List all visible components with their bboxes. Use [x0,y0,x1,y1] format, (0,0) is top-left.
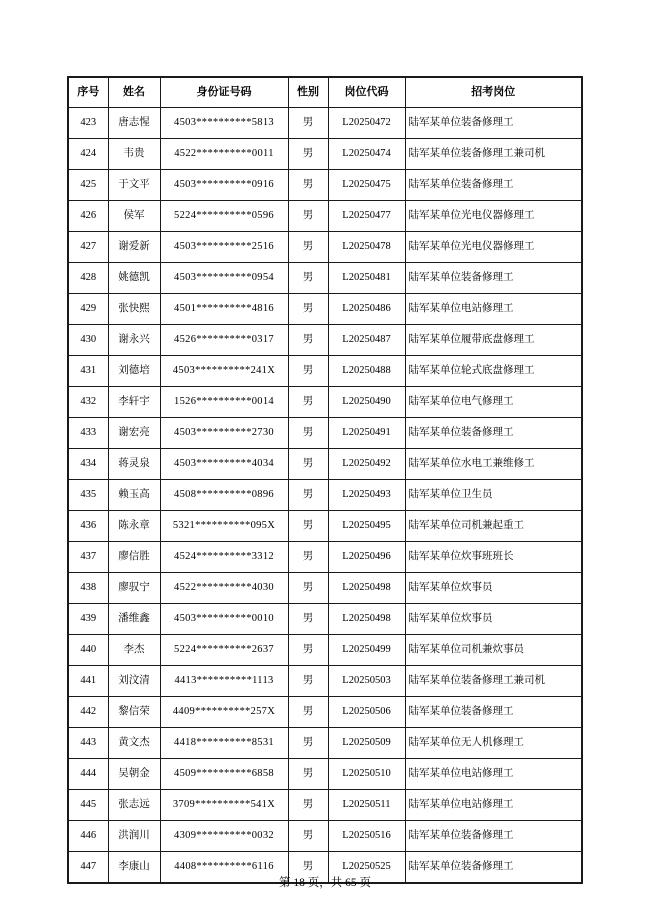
cell-name: 张快熙 [108,294,160,325]
cell-position_code: L20250474 [328,139,405,170]
table-row [68,170,582,201]
cell-id_number: 4508**********0896 [160,480,288,511]
cell-name: 姚德凯 [108,263,160,294]
table-row [68,294,582,325]
table-row [68,139,582,170]
cell-position_code: L20250499 [328,635,405,666]
cell-position: 陆军某单位电站修理工 [405,759,582,790]
cell-name: 李轩宇 [108,387,160,418]
cell-no: 447 [68,852,108,884]
cell-position_code: L20250481 [328,263,405,294]
cell-position: 陆军某单位电站修理工 [405,790,582,821]
cell-position_code: L20250491 [328,418,405,449]
cell-gender: 男 [288,821,328,852]
cell-gender: 男 [288,325,328,356]
cell-position: 陆军某单位炊事员 [405,573,582,604]
cell-id_number: 4503**********0916 [160,170,288,201]
cell-position: 陆军某单位履带底盘修理工 [405,325,582,356]
cell-id_number: 4418**********8531 [160,728,288,759]
cell-id_number: 4526**********0317 [160,325,288,356]
table-row [68,108,582,139]
cell-gender: 男 [288,108,328,139]
cell-name: 潘维鑫 [108,604,160,635]
table-row [68,573,582,604]
column-header-name: 姓名 [108,77,160,108]
table-row [68,666,582,697]
cell-id_number: 5224**********0596 [160,201,288,232]
table-header-row [68,77,582,108]
cell-position_code: L20250493 [328,480,405,511]
cell-id_number: 3709**********541X [160,790,288,821]
cell-gender: 男 [288,511,328,542]
cell-name: 李杰 [108,635,160,666]
cell-id_number: 4524**********3312 [160,542,288,573]
table-body [68,108,582,884]
cell-position: 陆军某单位水电工兼维修工 [405,449,582,480]
table-row [68,697,582,728]
cell-position: 陆军某单位装备修理工 [405,108,582,139]
cell-id_number: 4413**********1113 [160,666,288,697]
recruitment-roster-table [67,76,583,884]
cell-gender: 男 [288,728,328,759]
cell-position: 陆军某单位卫生员 [405,480,582,511]
cell-no: 439 [68,604,108,635]
cell-id_number: 4503**********4034 [160,449,288,480]
cell-position_code: L20250495 [328,511,405,542]
cell-position_code: L20250486 [328,294,405,325]
column-header-gender: 性别 [288,77,328,108]
cell-gender: 男 [288,201,328,232]
cell-no: 440 [68,635,108,666]
cell-no: 446 [68,821,108,852]
cell-position_code: L20250511 [328,790,405,821]
cell-position_code: L20250498 [328,604,405,635]
cell-no: 429 [68,294,108,325]
cell-id_number: 5224**********2637 [160,635,288,666]
cell-position_code: L20250488 [328,356,405,387]
table-row [68,759,582,790]
table-row [68,449,582,480]
table-row [68,387,582,418]
cell-position: 陆军某单位电气修理工 [405,387,582,418]
cell-gender: 男 [288,294,328,325]
cell-no: 442 [68,697,108,728]
cell-gender: 男 [288,604,328,635]
cell-position: 陆军某单位装备修理工 [405,697,582,728]
cell-name: 刘汶清 [108,666,160,697]
cell-no: 435 [68,480,108,511]
cell-no: 427 [68,232,108,263]
cell-gender: 男 [288,449,328,480]
cell-name: 谢永兴 [108,325,160,356]
cell-position_code: L20250503 [328,666,405,697]
cell-gender: 男 [288,139,328,170]
cell-position: 陆军某单位装备修理工兼司机 [405,666,582,697]
cell-position_code: L20250525 [328,852,405,884]
cell-gender: 男 [288,852,328,884]
cell-name: 吴朝金 [108,759,160,790]
cell-no: 437 [68,542,108,573]
cell-id_number: 4503**********0010 [160,604,288,635]
cell-name: 韦贵 [108,139,160,170]
cell-no: 428 [68,263,108,294]
cell-name: 唐志惺 [108,108,160,139]
table-row [68,635,582,666]
cell-id_number: 4522**********4030 [160,573,288,604]
cell-no: 431 [68,356,108,387]
table-row [68,511,582,542]
cell-position_code: L20250496 [328,542,405,573]
cell-gender: 男 [288,480,328,511]
cell-gender: 男 [288,697,328,728]
table-row [68,418,582,449]
cell-position: 陆军某单位炊事员 [405,604,582,635]
cell-position_code: L20250472 [328,108,405,139]
cell-name: 陈永章 [108,511,160,542]
cell-position: 陆军某单位装备修理工 [405,821,582,852]
cell-gender: 男 [288,263,328,294]
column-header-no: 序号 [68,77,108,108]
table-row [68,263,582,294]
cell-id_number: 4503**********2516 [160,232,288,263]
cell-no: 423 [68,108,108,139]
cell-position_code: L20250509 [328,728,405,759]
cell-id_number: 5321**********095X [160,511,288,542]
cell-gender: 男 [288,759,328,790]
table-row [68,821,582,852]
cell-id_number: 4509**********6858 [160,759,288,790]
cell-no: 424 [68,139,108,170]
cell-no: 445 [68,790,108,821]
cell-position_code: L20250516 [328,821,405,852]
cell-name: 侯军 [108,201,160,232]
cell-no: 432 [68,387,108,418]
cell-position: 陆军某单位司机兼起重工 [405,511,582,542]
cell-no: 433 [68,418,108,449]
column-header-position: 招考岗位 [405,77,582,108]
cell-id_number: 4409**********257X [160,697,288,728]
cell-no: 430 [68,325,108,356]
cell-position: 陆军某单位电站修理工 [405,294,582,325]
cell-no: 441 [68,666,108,697]
cell-position_code: L20250477 [328,201,405,232]
cell-gender: 男 [288,356,328,387]
cell-position_code: L20250475 [328,170,405,201]
cell-name: 洪润川 [108,821,160,852]
cell-no: 436 [68,511,108,542]
cell-position_code: L20250490 [328,387,405,418]
cell-position_code: L20250506 [328,697,405,728]
cell-id_number: 4501**********4816 [160,294,288,325]
cell-name: 谢爱新 [108,232,160,263]
cell-position_code: L20250492 [328,449,405,480]
table-row [68,790,582,821]
cell-gender: 男 [288,387,328,418]
table-row [68,325,582,356]
cell-position: 陆军某单位光电仪器修理工 [405,232,582,263]
cell-id_number: 4503**********241X [160,356,288,387]
cell-position: 陆军某单位炊事班班长 [405,542,582,573]
cell-position_code: L20250498 [328,573,405,604]
cell-position: 陆军某单位装备修理工 [405,418,582,449]
cell-position_code: L20250510 [328,759,405,790]
cell-id_number: 4309**********0032 [160,821,288,852]
cell-gender: 男 [288,542,328,573]
cell-position: 陆军某单位装备修理工 [405,170,582,201]
cell-no: 438 [68,573,108,604]
table-row [68,542,582,573]
table-row [68,604,582,635]
cell-id_number: 4503**********5813 [160,108,288,139]
cell-id_number: 4503**********0954 [160,263,288,294]
cell-name: 黎信荣 [108,697,160,728]
cell-position_code: L20250478 [328,232,405,263]
page-number-footer: 第 18 页，共 65 页 [279,877,371,889]
cell-no: 444 [68,759,108,790]
cell-gender: 男 [288,635,328,666]
table-row [68,201,582,232]
cell-id_number: 1526**********0014 [160,387,288,418]
cell-position: 陆军某单位轮式底盘修理工 [405,356,582,387]
column-header-position_code: 岗位代码 [328,77,405,108]
cell-position: 陆军某单位装备修理工 [405,263,582,294]
cell-id_number: 4503**********2730 [160,418,288,449]
cell-name: 廖信胜 [108,542,160,573]
cell-no: 434 [68,449,108,480]
cell-gender: 男 [288,232,328,263]
cell-no: 426 [68,201,108,232]
cell-name: 谢宏亮 [108,418,160,449]
cell-position_code: L20250487 [328,325,405,356]
table-row [68,232,582,263]
cell-position: 陆军某单位光电仪器修理工 [405,201,582,232]
cell-position: 陆军某单位装备修理工兼司机 [405,139,582,170]
cell-no: 425 [68,170,108,201]
cell-position: 陆军某单位司机兼炊事员 [405,635,582,666]
cell-name: 刘德培 [108,356,160,387]
cell-name: 黄文杰 [108,728,160,759]
cell-id_number: 4408**********6116 [160,852,288,884]
cell-gender: 男 [288,170,328,201]
cell-gender: 男 [288,666,328,697]
cell-position: 陆军某单位无人机修理工 [405,728,582,759]
cell-name: 赖玉高 [108,480,160,511]
cell-name: 于文平 [108,170,160,201]
cell-position: 陆军某单位装备修理工 [405,852,582,884]
cell-name: 蒋灵泉 [108,449,160,480]
cell-name: 廖驭宁 [108,573,160,604]
table-row [68,728,582,759]
column-header-id_number: 身份证号码 [160,77,288,108]
cell-name: 张志远 [108,790,160,821]
cell-name: 李康山 [108,852,160,884]
cell-id_number: 4522**********0011 [160,139,288,170]
cell-gender: 男 [288,573,328,604]
cell-no: 443 [68,728,108,759]
cell-gender: 男 [288,418,328,449]
table-row [68,356,582,387]
cell-gender: 男 [288,790,328,821]
table-row [68,480,582,511]
